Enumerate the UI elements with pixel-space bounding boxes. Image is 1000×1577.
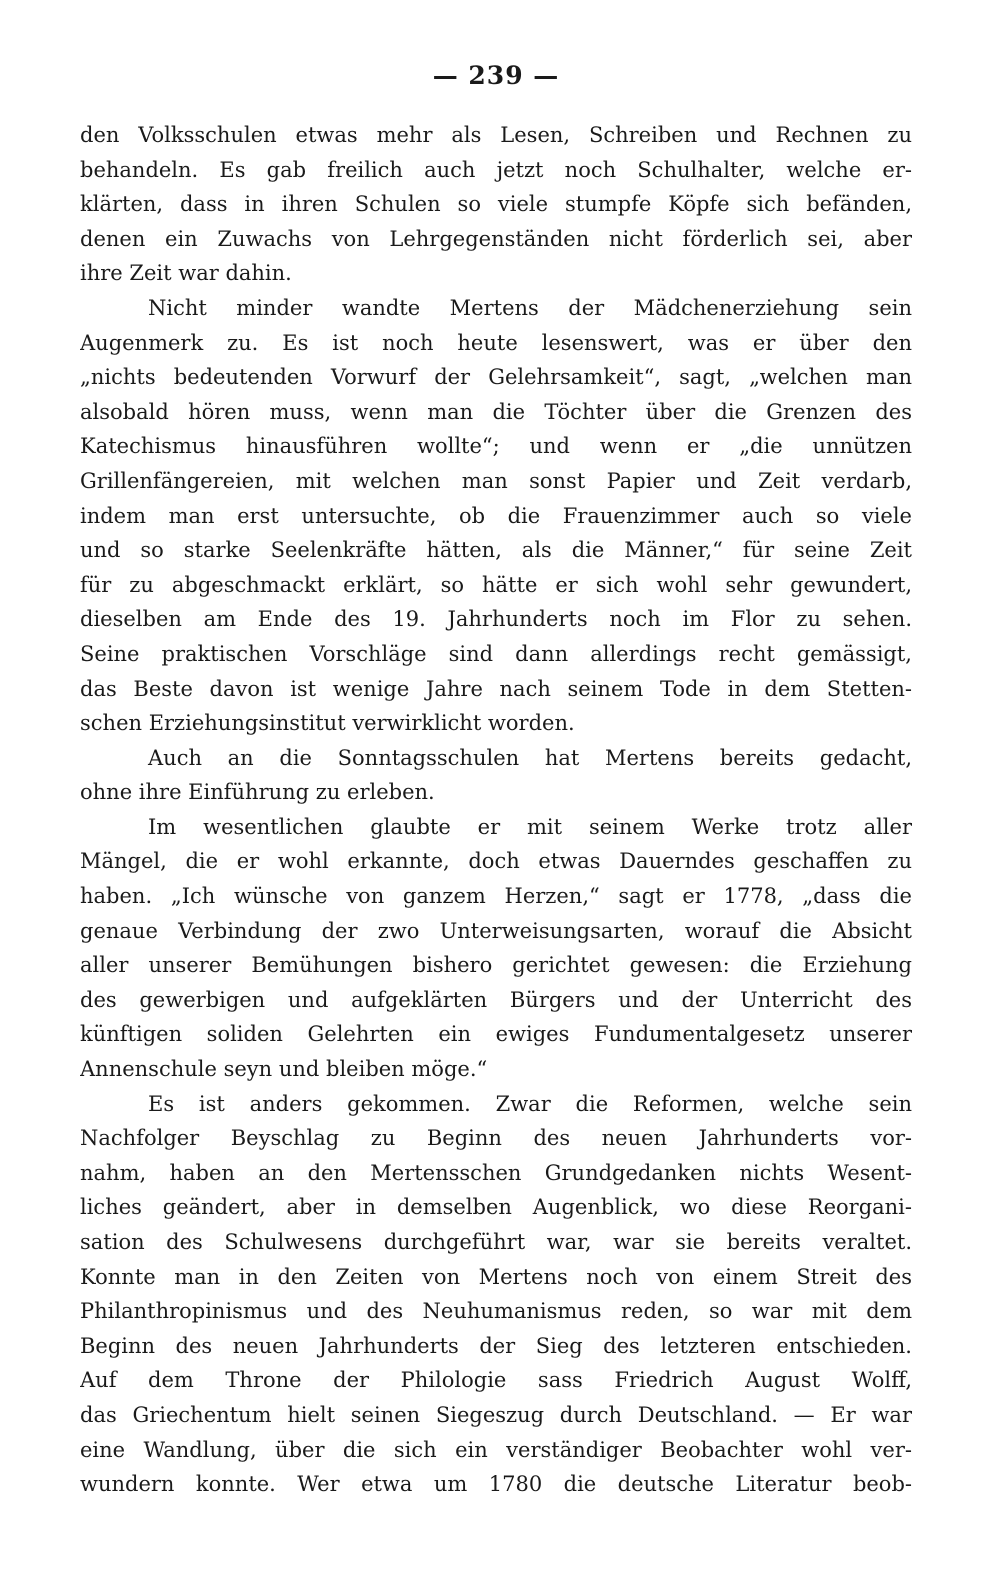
- text-line: denen ein Zuwachs von Lehrgegenständen nicht förderlich sei, aber: [80, 226, 912, 251]
- text-line: genaue Verbindung der zwo Unterweisungsarten, worauf die Absicht: [80, 918, 912, 943]
- text-line: Nicht minder wandte Mertens der Mädchenerziehung sein: [148, 295, 912, 320]
- text-line: Annenschule seyn und bleiben möge.“: [80, 1057, 488, 1082]
- text-line: Seine praktischen Vorschläge sind dann allerdings recht gemässigt,: [80, 641, 912, 666]
- text-line: Grillenfängereien, mit welchen man sonst Papier und Zeit verdarb,: [80, 468, 912, 493]
- text-line: wundern konnte. Wer etwa um 1780 die deutsche Literatur beob-: [80, 1472, 912, 1497]
- text-line: schen Erziehungsinstitut verwirklicht worden.: [80, 711, 575, 736]
- text-line: Beginn des neuen Jahrhunderts der Sieg des letzteren entschieden.: [80, 1333, 912, 1358]
- body-text: [80, 118, 912, 1502]
- text-line: des gewerbigen und aufgeklärten Bürgers und der Unterricht des: [80, 987, 912, 1012]
- text-line: Katechismus hinausführen wollte“; und wenn er „die unnützen: [80, 434, 912, 459]
- text-line: dieselben am Ende des 19. Jahrhunderts noch im Flor zu sehen.: [80, 607, 912, 632]
- page-number: — 239 —: [432, 61, 560, 90]
- text-line: eine Wandlung, über die sich ein verständiger Beobachter wohl ver-: [80, 1437, 912, 1462]
- text-line: nahm, haben an den Mertensschen Grundgedanken nichts Wesent-: [80, 1160, 912, 1185]
- text-line: Konnte man in den Zeiten von Mertens noch von einem Streit des: [80, 1264, 912, 1289]
- text-line: Auf dem Throne der Philologie sass Friedrich August Wolff,: [80, 1368, 912, 1393]
- text-line: ihre Zeit war dahin.: [80, 261, 292, 286]
- text-line: sation des Schulwesens durchgeführt war, war sie bereits veraltet.: [80, 1230, 912, 1254]
- text-line: klärten, dass in ihren Schulen so viele stumpfe Köpfe sich befänden,: [80, 192, 912, 217]
- text-line: Augenmerk zu. Es ist noch heute lesenswert, was er über den: [80, 330, 912, 355]
- text-line: haben. „Ich wünsche von ganzem Herzen,“ sagt er 1778, „dass die: [80, 884, 912, 909]
- text-line: alsobald hören muss, wenn man die Töchter über die Grenzen des: [80, 399, 912, 424]
- text-line: Es ist anders gekommen. Zwar die Reformen, welche sein: [148, 1091, 912, 1116]
- text-line: das Griechentum hielt seinen Siegeszug durch Deutschland. — Er war: [80, 1402, 912, 1427]
- text-line: ohne ihre Einführung zu erleben.: [80, 780, 435, 805]
- text-line: Philanthropinismus und des Neuhumanismus reden, so war mit dem: [80, 1299, 912, 1324]
- book-page: [80, 58, 912, 1502]
- text-line: „nichts bedeutenden Vorwurf der Gelehrsamkeit“, sagt, „welchen man: [80, 365, 912, 390]
- text-line: Auch an die Sonntagsschulen hat Mertens bereits gedacht,: [148, 745, 912, 770]
- text-line: künftigen soliden Gelehrten ein ewiges Fundumentalgesetz unserer: [80, 1022, 912, 1047]
- text-line: den Volksschulen etwas mehr als Lesen, Schreiben und Rechnen zu: [80, 123, 912, 147]
- text-line: Mängel, die er wohl erkannte, doch etwas Dauerndes geschaffen zu: [80, 849, 912, 874]
- text-line: aller unserer Bemühungen bishero gerichtet gewesen: die Erziehung: [80, 953, 912, 978]
- text-line: das Beste davon ist wenige Jahre nach seinem Tode in dem Stetten-: [80, 676, 912, 701]
- text-line: liches geändert, aber in demselben Augenblick, wo diese Reorgani-: [80, 1195, 912, 1220]
- text-line: behandeln. Es gab freilich auch jetzt noch Schulhalter, welche er-: [80, 157, 912, 182]
- text-line: Im wesentlichen glaubte er mit seinem Werke trotz aller: [148, 814, 912, 839]
- text-line: indem man erst untersuchte, ob die Frauenzimmer auch so viele: [80, 503, 912, 528]
- text-line: und so starke Seelenkräfte hätten, als die Männer,“ für seine Zeit: [80, 538, 912, 563]
- text-line: Nachfolger Beyschlag zu Beginn des neuen Jahrhunderts vor-: [80, 1126, 912, 1151]
- text-line: für zu abgeschmackt erklärt, so hätte er sich wohl sehr gewundert,: [80, 572, 912, 597]
